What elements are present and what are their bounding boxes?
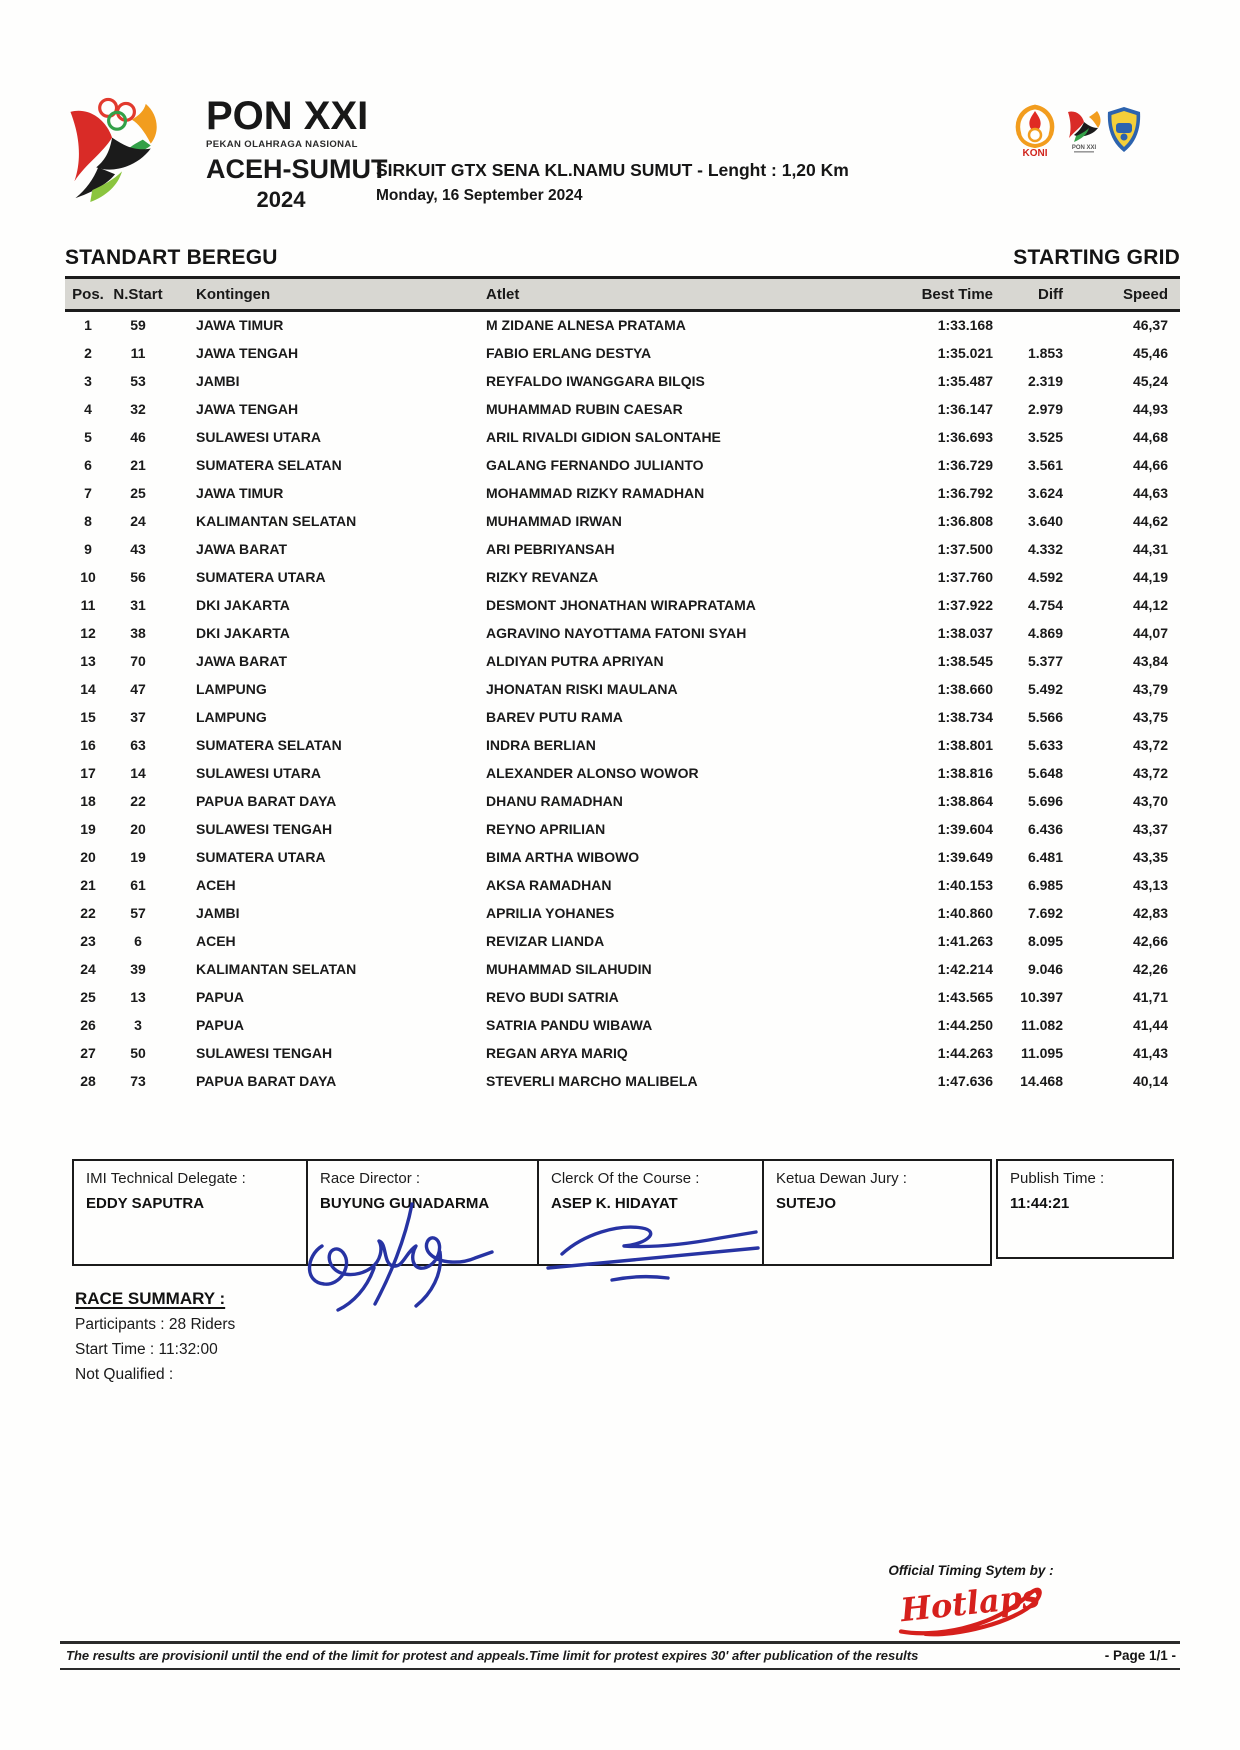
cell-pos: 9 [84,540,92,557]
cell-kontingen: JAWA TENGAH [196,400,299,417]
cell-kontingen: DKI JAKARTA [196,624,290,641]
cell-diff: 5.377 [1027,652,1063,669]
cell-nstart: 39 [130,960,146,977]
table-row [65,1011,1180,1039]
cell-nstart: 24 [130,512,146,529]
cell-diff: 5.492 [1027,680,1063,697]
table-row [65,703,1180,731]
cell-atlet: MOHAMMAD RIZKY RAMADHAN [486,484,705,501]
cell-pos: 16 [80,736,96,753]
cell-diff: 5.566 [1027,708,1063,725]
col-header-atlet: Atlet [486,285,520,303]
cell-best-time: 1:36.808 [937,512,993,529]
cell-kontingen: PAPUA BARAT DAYA [196,1072,337,1089]
cell-diff: 11.095 [1020,1044,1063,1061]
cell-pos: 20 [80,848,96,865]
cell-speed: 45,24 [1132,372,1168,389]
cell-speed: 42,26 [1132,960,1168,977]
cell-speed: 44,68 [1132,428,1168,445]
event-host: ACEH-SUMUT [206,154,388,184]
cell-speed: 43,37 [1132,820,1168,837]
cell-nstart: 21 [130,456,146,473]
cell-diff: 6.481 [1027,848,1063,865]
col-header-best-time: Best Time [921,285,993,303]
cell-pos: 13 [80,652,96,669]
cell-best-time: 1:38.864 [937,792,993,809]
cell-best-time: 1:39.649 [937,848,993,865]
table-row [65,479,1180,507]
cell-nstart: 73 [130,1072,146,1089]
official-role: Clerck Of the Course : [551,1170,700,1187]
cell-nstart: 14 [130,764,146,781]
hotlaps-logo-icon [891,1580,1051,1638]
cell-speed: 41,44 [1132,1016,1168,1033]
publish-time-value: 11:44:21 [1010,1195,1070,1212]
cell-best-time: 1:40.860 [937,904,993,921]
cell-kontingen: SUMATERA UTARA [196,568,326,585]
cell-pos: 5 [84,428,92,445]
cell-diff: 5.633 [1027,736,1063,753]
official-name: ASEP K. HIDAYAT [551,1195,678,1212]
cell-diff: 5.696 [1027,792,1063,809]
event-date: Monday, 16 September 2024 [376,187,583,204]
col-header-kontingen: Kontingen [196,285,271,303]
cell-atlet: AGRAVINO NAYOTTAMA FATONI SYAH [486,624,747,641]
cell-diff: 14.468 [1020,1072,1063,1089]
table-row [65,955,1180,983]
cell-atlet: MUHAMMAD SILAHUDIN [486,960,652,977]
cell-speed: 43,72 [1132,736,1168,753]
cell-pos: 24 [80,960,96,977]
publish-time-label: Publish Time : [1010,1170,1105,1187]
svg-text:KONI: KONI [1022,148,1048,158]
cell-speed: 45,46 [1132,344,1168,361]
timing-block [886,1563,1056,1643]
table-row [65,619,1180,647]
cell-speed: 41,71 [1132,988,1168,1005]
table-row [65,731,1180,759]
cell-pos: 23 [80,932,96,949]
cell-best-time: 1:38.801 [937,736,993,753]
cell-best-time: 1:44.250 [937,1016,993,1033]
cell-best-time: 1:40.153 [937,876,993,893]
cell-atlet: BAREV PUTU RAMA [486,708,623,725]
cell-pos: 7 [84,484,92,501]
table-row [65,927,1180,955]
cell-pos: 12 [80,624,96,641]
cell-best-time: 1:44.263 [937,1044,993,1061]
svg-text:PON XXI: PON XXI [1071,145,1097,151]
cell-speed: 44,93 [1132,400,1168,417]
cell-best-time: 1:35.487 [937,372,993,389]
col-header-diff: Diff [1038,285,1063,303]
cell-pos: 4 [84,400,92,417]
cell-best-time: 1:38.545 [937,652,993,669]
cell-atlet: GALANG FERNANDO JULIANTO [486,456,704,473]
table-body [65,311,1180,1095]
cell-best-time: 1:36.147 [937,400,993,417]
cell-pos: 18 [80,792,96,809]
cell-kontingen: JAWA TIMUR [196,317,284,334]
pon-bird-logo-icon [60,94,184,208]
cell-speed: 44,07 [1132,624,1168,641]
cell-diff: 3.640 [1027,512,1063,529]
cell-atlet: REYNO APRILIAN [486,820,606,837]
cell-atlet: REYFALDO IWANGGARA BILQIS [486,372,705,389]
cell-nstart: 53 [130,372,146,389]
col-header-pos: Pos. [72,285,104,303]
cell-diff: 3.525 [1027,428,1063,445]
race-summary-participants: Participants : 28 Riders [75,1316,236,1333]
cell-nstart: 3 [134,1016,142,1033]
official-name: BUYUNG GUNADARMA [320,1195,490,1212]
cell-best-time: 1:41.263 [937,932,993,949]
official-role: Race Director : [320,1170,421,1187]
cell-diff: 3.561 [1027,456,1063,473]
cell-speed: 40,14 [1132,1072,1168,1089]
cell-best-time: 1:38.660 [937,680,993,697]
cell-speed: 43,35 [1132,848,1168,865]
official-box [72,1159,308,1266]
cell-atlet: REGAN ARYA MARIQ [486,1044,628,1061]
table-row [65,675,1180,703]
koni-logo-icon [1010,104,1060,158]
cell-atlet: STEVERLI MARCHO MALIBELA [486,1072,698,1089]
cell-diff: 3.624 [1027,484,1063,501]
table-header [65,278,1180,311]
cell-diff: 5.648 [1027,764,1063,781]
official-box [539,1159,764,1266]
category-title: STANDART BEREGU [65,246,278,269]
svg-text:Hotlaps: Hotlaps [898,1580,1042,1630]
official-role: IMI Technical Delegate : [86,1170,246,1187]
cell-kontingen: KALIMANTAN SELATAN [196,512,357,529]
cell-kontingen: SULAWESI UTARA [196,764,321,781]
cell-speed: 42,83 [1132,904,1168,921]
cell-speed: 43,72 [1132,764,1168,781]
cell-nstart: 19 [130,848,146,865]
cell-pos: 2 [84,344,92,361]
cell-best-time: 1:38.037 [937,624,993,641]
event-info-block [376,160,849,205]
cell-atlet: MUHAMMAD RUBIN CAESAR [486,400,683,417]
cell-atlet: ARIL RIVALDI GIDION SALONTAHE [486,428,721,445]
cell-speed: 43,84 [1132,652,1168,669]
cell-atlet: BIMA ARTHA WIBOWO [486,848,640,865]
official-name: EDDY SAPUTRA [86,1195,205,1212]
cell-diff: 9.046 [1027,960,1063,977]
cell-nstart: 37 [130,708,146,725]
cell-best-time: 1:36.792 [937,484,993,501]
cell-diff: 6.985 [1027,876,1063,893]
cell-atlet: RIZKY REVANZA [486,568,599,585]
cell-atlet: MUHAMMAD IRWAN [486,512,622,529]
cell-atlet: ALEXANDER ALONSO WOWOR [486,764,699,781]
cell-kontingen: PAPUA BARAT DAYA [196,792,337,809]
cell-atlet: JHONATAN RISKI MAULANA [486,680,678,697]
race-summary-title: RACE SUMMARY : [75,1289,226,1308]
table-row [65,759,1180,787]
cell-speed: 44,66 [1132,456,1168,473]
col-header-speed: Speed [1122,285,1168,303]
cell-best-time: 1:42.214 [937,960,993,977]
cell-nstart: 22 [130,792,146,809]
cell-pos: 19 [80,820,96,837]
imi-shield-logo-icon [1106,106,1142,156]
cell-atlet: M ZIDANE ALNESA PRATAMA [486,317,686,334]
cell-diff [997,311,1069,339]
table-row [65,1039,1180,1067]
cell-pos: 17 [80,764,96,781]
cell-nstart: 70 [130,652,146,669]
cell-nstart: 56 [130,568,146,585]
cell-kontingen: SUMATERA SELATAN [196,736,342,753]
cell-pos: 11 [80,596,96,613]
section-title-row [65,246,1180,270]
cell-diff: 1.853 [1027,344,1063,361]
cell-kontingen: JAWA BARAT [196,540,287,557]
cell-diff: 4.869 [1027,624,1063,641]
cell-pos: 8 [84,512,92,529]
cell-speed: 44,19 [1132,568,1168,585]
cell-atlet: REVIZAR LIANDA [486,932,605,949]
cell-kontingen: LAMPUNG [196,680,267,697]
cell-pos: 3 [84,372,92,389]
cell-diff: 2.319 [1027,372,1063,389]
cell-kontingen: PAPUA [196,988,244,1005]
cell-nstart: 47 [130,680,146,697]
cell-pos: 27 [80,1044,96,1061]
cell-kontingen: SUMATERA SELATAN [196,456,342,473]
table-row [65,395,1180,423]
cell-atlet: DESMONT JHONATHAN WIRAPRATAMA [486,596,756,613]
cell-kontingen: JAWA TIMUR [196,484,284,501]
cell-speed: 44,62 [1132,512,1168,529]
cell-speed: 43,70 [1132,792,1168,809]
cell-atlet: ALDIYAN PUTRA APRIYAN [486,652,664,669]
cell-pos: 14 [80,680,96,697]
cell-diff: 2.979 [1027,400,1063,417]
cell-kontingen: JAWA BARAT [196,652,287,669]
footer-page-number: - Page 1/1 - [1104,1648,1176,1663]
table-row [65,451,1180,479]
table-row [65,815,1180,843]
publish-time-box [996,1159,1174,1259]
cell-nstart: 57 [130,904,146,921]
table-row [65,787,1180,815]
cell-pos: 21 [80,876,96,893]
cell-kontingen: KALIMANTAN SELATAN [196,960,357,977]
cell-nstart: 50 [130,1044,146,1061]
table-row [65,843,1180,871]
col-header-nstart: N.Start [113,285,163,303]
table-row [65,591,1180,619]
cell-nstart: 32 [130,400,146,417]
cell-kontingen: SULAWESI TENGAH [196,820,333,837]
cell-nstart: 38 [130,624,146,641]
official-box [308,1159,539,1266]
pon-mini-logo-icon [1064,106,1104,156]
event-year: 2024 [256,187,306,212]
cell-speed: 43,75 [1132,708,1168,725]
cell-atlet: FABIO ERLANG DESTYA [486,344,652,361]
cell-best-time: 1:35.021 [937,344,993,361]
cell-diff: 6.436 [1027,820,1063,837]
cell-best-time: 1:47.636 [937,1072,993,1089]
race-summary-not-qualified: Not Qualified : [75,1366,174,1383]
cell-best-time: 1:37.922 [937,596,993,613]
table-row [65,871,1180,899]
cell-pos: 25 [80,988,96,1005]
cell-best-time: 1:33.168 [937,317,993,334]
cell-speed: 44,12 [1132,596,1168,613]
footer-bar [60,1641,1180,1670]
cell-best-time: 1:36.693 [937,428,993,445]
cell-best-time: 1:38.734 [937,708,993,725]
cell-kontingen: PAPUA [196,1016,244,1033]
cell-best-time: 1:36.729 [937,456,993,473]
cell-atlet: DHANU RAMADHAN [486,792,623,809]
table-row [65,983,1180,1011]
cell-diff: 7.692 [1027,904,1063,921]
cell-atlet: APRILIA YOHANES [486,904,615,921]
cell-kontingen: DKI JAKARTA [196,596,290,613]
timing-label: Official Timing Sytem by : [888,1563,1054,1578]
table-row [65,535,1180,563]
cell-kontingen: SULAWESI TENGAH [196,1044,333,1061]
cell-pos: 26 [80,1016,96,1033]
table-row [65,311,1180,339]
cell-kontingen: SULAWESI UTARA [196,428,321,445]
cell-atlet: ARI PEBRIYANSAH [486,540,615,557]
cell-nstart: 13 [130,988,146,1005]
event-subtitle: PEKAN OLAHRAGA NASIONAL [206,139,358,150]
cell-nstart: 43 [130,540,146,557]
cell-kontingen: ACEH [196,932,236,949]
cell-kontingen: ACEH [196,876,236,893]
table-row [65,563,1180,591]
cell-nstart: 25 [130,484,146,501]
cell-speed: 43,13 [1132,876,1168,893]
cell-pos: 28 [80,1072,96,1089]
footer-disclaimer: The results are provisionil until the end of the limit for protest and appeals.Time limit for protest expires 30' after publication of the results [66,1648,919,1663]
cell-nstart: 46 [130,428,146,445]
cell-speed: 42,66 [1132,932,1168,949]
cell-best-time: 1:37.760 [937,568,993,585]
cell-pos: 10 [80,568,96,585]
table-row [65,1067,1180,1095]
cell-speed: 41,43 [1132,1044,1168,1061]
cell-atlet: AKSA RAMADHAN [486,876,612,893]
cell-kontingen: LAMPUNG [196,708,267,725]
cell-nstart: 59 [130,317,146,334]
cell-nstart: 11 [130,344,146,361]
grid-title: STARTING GRID [1013,246,1180,269]
cell-speed: 46,37 [1132,317,1168,334]
cell-pos: 22 [80,904,96,921]
cell-atlet: SATRIA PANDU WIBAWA [486,1016,653,1033]
cell-pos: 15 [80,708,96,725]
event-title: PON XXI [206,94,369,138]
cell-speed: 44,63 [1132,484,1168,501]
official-role: Ketua Dewan Jury : [776,1170,907,1187]
cell-pos: 1 [84,317,92,334]
race-summary-block [75,1289,235,1384]
cell-kontingen: SUMATERA UTARA [196,848,326,865]
cell-atlet: INDRA BERLIAN [486,736,596,753]
cell-kontingen: JAMBI [196,904,240,921]
table-row [65,647,1180,675]
official-name: SUTEJO [776,1195,837,1212]
cell-diff: 4.592 [1027,568,1063,585]
starting-grid-table [65,276,1180,1095]
circuit-line: SIRKUIT GTX SENA KL.NAMU SUMUT - Lenght : 1,20 Km [376,160,849,180]
cell-speed: 43,79 [1132,680,1168,697]
cell-speed: 44,31 [1132,540,1168,557]
event-brand-block [206,94,388,213]
table-row [65,899,1180,927]
cell-kontingen: JAWA TENGAH [196,344,299,361]
cell-diff: 8.095 [1027,932,1063,949]
officials-signature-boxes [72,1159,992,1266]
cell-nstart: 31 [130,596,146,613]
cell-best-time: 1:39.604 [937,820,993,837]
cell-kontingen: JAMBI [196,372,240,389]
cell-diff: 10.397 [1020,988,1063,1005]
official-box [764,1159,992,1266]
cell-best-time: 1:38.816 [937,764,993,781]
cell-nstart: 20 [130,820,146,837]
cell-diff: 4.754 [1027,596,1063,613]
table-row [65,367,1180,395]
race-summary-start-time: Start Time : 11:32:00 [75,1341,218,1358]
table-row [65,507,1180,535]
cell-nstart: 63 [130,736,146,753]
table-row [65,339,1180,367]
table-row [65,423,1180,451]
cell-nstart: 61 [130,876,146,893]
cell-best-time: 1:43.565 [937,988,993,1005]
cell-nstart: 6 [134,932,142,949]
cell-diff: 11.082 [1020,1016,1063,1033]
cell-pos: 6 [84,456,92,473]
cell-diff: 4.332 [1027,540,1063,557]
cell-atlet: REVO BUDI SATRIA [486,988,619,1005]
cell-best-time: 1:37.500 [937,540,993,557]
